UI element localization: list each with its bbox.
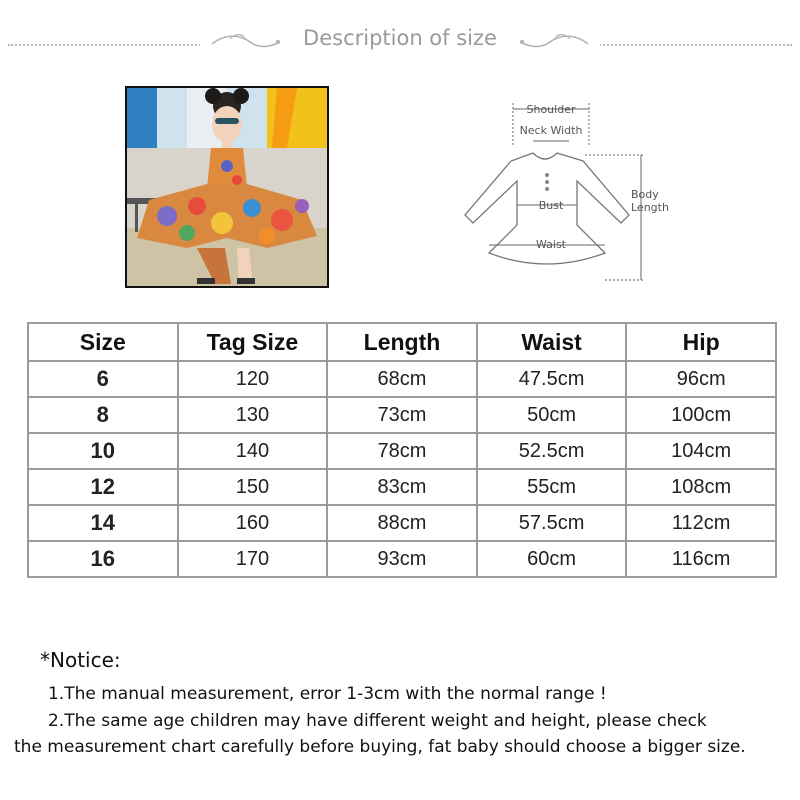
section-header <box>200 24 600 56</box>
cell-length: 68cm <box>327 361 477 397</box>
header-tag-size: Tag Size <box>178 323 328 361</box>
cell-waist: 50cm <box>477 397 627 433</box>
cell-waist: 57.5cm <box>477 505 627 541</box>
buttons <box>545 173 549 191</box>
cell-tag-size: 140 <box>178 433 328 469</box>
cell-length: 88cm <box>327 505 477 541</box>
table-row <box>28 397 776 433</box>
cell-length: 78cm <box>327 433 477 469</box>
notice-line-3: the measurement chart carefully before buying, fat baby should choose a bigger size. <box>14 737 746 757</box>
notice-line-1: 1.The manual measurement, error 1-3cm with the normal range ! <box>48 684 607 704</box>
cell-hip: 112cm <box>626 505 776 541</box>
cell-size: 16 <box>28 541 178 577</box>
cell-tag-size: 170 <box>178 541 328 577</box>
table-row <box>28 541 776 577</box>
cell-tag-size: 130 <box>178 397 328 433</box>
cell-waist: 60cm <box>477 541 627 577</box>
table-row <box>28 361 776 397</box>
cell-size: 6 <box>28 361 178 397</box>
cell-waist: 52.5cm <box>477 433 627 469</box>
label-body: Body <box>631 188 659 201</box>
table-row <box>28 505 776 541</box>
table-row <box>28 433 776 469</box>
label-shoulder: Shoulder <box>526 103 576 116</box>
garment-measurement-diagram <box>455 95 685 295</box>
header-size: Size <box>28 323 178 361</box>
cell-hip: 104cm <box>626 433 776 469</box>
cell-length: 73cm <box>327 397 477 433</box>
cell-size: 8 <box>28 397 178 433</box>
cell-size: 10 <box>28 433 178 469</box>
cell-size: 14 <box>28 505 178 541</box>
product-photo <box>125 86 329 288</box>
cell-length: 83cm <box>327 469 477 505</box>
cell-size: 12 <box>28 469 178 505</box>
size-chart-table <box>27 322 777 578</box>
cell-tag-size: 120 <box>178 361 328 397</box>
label-neck-width: Neck Width <box>519 124 583 137</box>
cell-tag-size: 150 <box>178 469 328 505</box>
cell-length: 93cm <box>327 541 477 577</box>
section-title: Description of size <box>303 26 497 50</box>
cell-hip: 108cm <box>626 469 776 505</box>
table-row <box>28 469 776 505</box>
right-swirl-ornament <box>518 30 590 52</box>
cell-hip: 96cm <box>626 361 776 397</box>
cell-waist: 47.5cm <box>477 361 627 397</box>
cell-waist: 55cm <box>477 469 627 505</box>
label-waist: Waist <box>535 238 567 251</box>
notice-title: *Notice: <box>40 648 121 672</box>
label-bust: Bust <box>538 199 564 212</box>
cell-tag-size: 160 <box>178 505 328 541</box>
notice-line-2: 2.The same age children may have different weight and height, please check <box>48 711 707 731</box>
label-length: Length <box>631 201 669 214</box>
table-header-row <box>28 323 776 361</box>
cell-hip: 116cm <box>626 541 776 577</box>
header-hip: Hip <box>626 323 776 361</box>
header-waist: Waist <box>477 323 627 361</box>
cell-hip: 100cm <box>626 397 776 433</box>
header-length: Length <box>327 323 477 361</box>
